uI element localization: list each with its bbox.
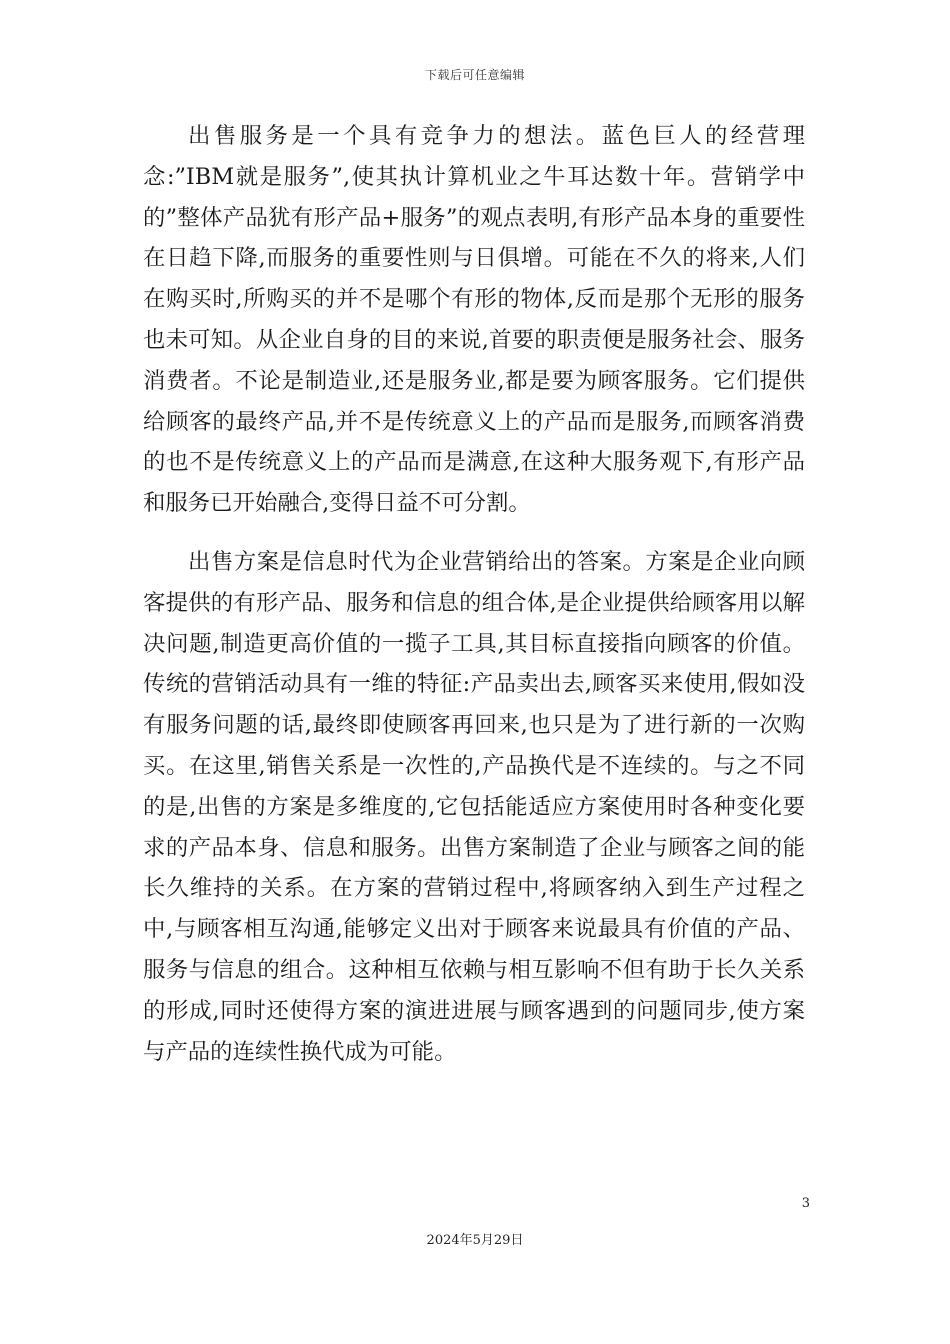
paragraph-service: 出售服务是一个具有竞争力的想法。蓝色巨人的经营理念:”IBM就是服务”,使其执计算机业之牛耳达数十年。营销学中的”整体产品犹有形产品+服务”的观点表明,有形产品本身的重要性在日趋下降,而服务的重要性则与日俱增。可能在不久的将来,人们在购买时,所购买的并不是哪个有形的物体,反而是那个无形的服务也未可知。从企业自身的目的来说,首要的职责便是服务社会、服务消费者。不论是制造业,还是服务业,都是要为顾客服务。它们提供给顾客的最终产品,并不是传统意义上的产品而是服务,而顾客消费的也不是传统意义上的产品而是满意,在这种大服务观下,有形产品和服务已开始融合,变得日益不可分割。 [143,123,805,517]
body-text [143,116,805,1072]
paragraph-solution: 出售方案是信息时代为企业营销给出的答案。方案是企业向顾客提供的有形产品、服务和信息的组合体,是企业提供给顾客用以解决问题,制造更高价值的一揽子工具,其目标直接指向顾客的价值。传统的营销活动具有一维的特征:产品卖出去,顾客买来使用,假如没有服务问题的话,最终即使顾客再回来,也只是为了进行新的一次购买。在这里,销售关系是一次性的,产品换代是不连续的。与之不同的是,出售的方案是多维度的,它包括能适应方案使用时各种变化要求的产品本身、信息和服务。出售方案制造了企业与顾客之间的能长久维持的关系。在方案的营销过程中,将顾客纳入到生产过程之中,与顾客相互沟通,能够定义出对于顾客来说最具有价值的产品、服务与信息的组合。这种相互依赖与相互影响不但有助于长久关系的形成,同时还使得方案的演进进展与顾客遇到的问题同步,使方案与产品的连续性换代成为可能。 [143,548,805,1065]
header-note: 下载后可任意编辑 [424,68,525,82]
page-number: 3 [801,1196,810,1211]
footer-date: 2024年5月29日 [426,1233,524,1248]
